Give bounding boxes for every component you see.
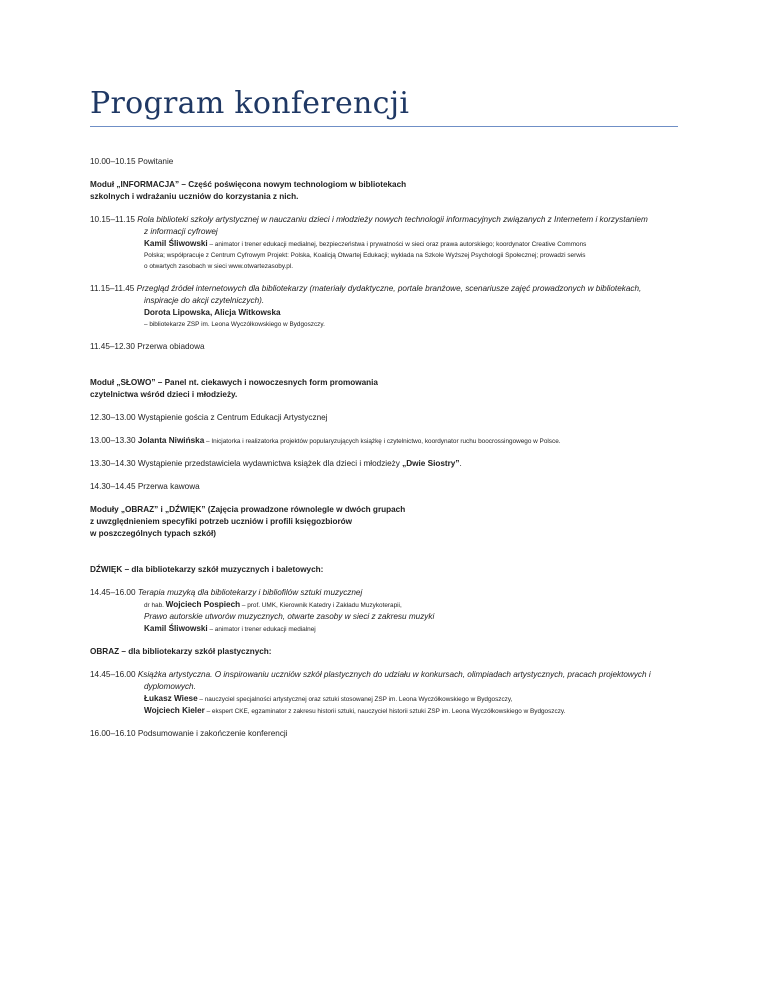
item-coffee bbox=[90, 481, 678, 493]
speaker-bio: – bibliotekarze ZSP im. Leona Wyczółkowskiego w Bydgoszczy. bbox=[144, 321, 325, 328]
speaker-name: Wojciech Pospiech bbox=[165, 600, 241, 609]
item-obraz bbox=[90, 669, 678, 717]
time: 10.00–10.15 bbox=[90, 157, 136, 166]
speaker-bio: – prof. UMK, Kierownik Katedry i Zakładu Muzykoterapii, bbox=[240, 602, 402, 609]
speaker-name: Jolanta Niwińska bbox=[137, 436, 205, 445]
item-text: Wystąpienie przedstawiciela wydawnictwa książek dla dzieci i młodzieży bbox=[137, 459, 403, 468]
talk-title-cont: z informacji cyfrowej bbox=[144, 227, 218, 236]
speaker-name: Wojciech Kieler bbox=[144, 706, 205, 715]
item-text: Powitanie bbox=[137, 157, 174, 166]
speaker-bio: – nauczyciel specjalności artystycznej oraz sztuki stosowanej ZSP im. Leona Wyczółkowskiego w Bydgoszczy, bbox=[197, 696, 513, 703]
item-text: Przerwa obiadowa bbox=[137, 342, 205, 351]
heading-line: Moduły „OBRAZ” i „DŹWIĘK” (Zajęcia prowadzone równolegle w dwóch grupach bbox=[90, 505, 406, 514]
time: 13.30–14.30 bbox=[90, 459, 136, 468]
time: 10.15–11.15 bbox=[90, 215, 135, 224]
heading-line: w poszczególnych typach szkół) bbox=[90, 529, 217, 538]
talk-title: Książka artystyczna. O inspirowaniu uczniów szkół plastycznych do udziału w konkursach, olimpiadach artystycznych, pracach projektowych i bbox=[137, 670, 651, 679]
speaker-title: dr hab. bbox=[144, 602, 166, 609]
speaker-name: Kamil Śliwowski bbox=[144, 624, 208, 633]
heading-line: czytelnictwa wśród dzieci i młodzieży. bbox=[90, 390, 238, 399]
time: 16.00–16.10 bbox=[90, 729, 136, 738]
item-text: Wystąpienie gościa z Centrum Edukacji Artystycznej bbox=[137, 413, 328, 422]
item-publisher bbox=[90, 458, 678, 470]
time: 12.30–13.00 bbox=[90, 413, 136, 422]
talk-title-note: (materiały dydaktyczne, portale branżowe, scenariusze zajęć prowadzonych w bibliotekach, bbox=[307, 284, 642, 293]
item-talk-2 bbox=[90, 283, 678, 330]
speaker-bio: – ekspert CKE, egzaminator z zakresu historii sztuki, nauczyciel historii sztuki ZSP im. Leona Wyczółkowskiego w Bydgoszczy. bbox=[204, 708, 566, 715]
talk-title-cont: inspiracje do akcji czytelniczych). bbox=[144, 296, 265, 305]
item-text-end: . bbox=[459, 459, 462, 468]
item-text: Podsumowanie i zakończenie konferencji bbox=[137, 729, 288, 738]
speaker-name: Kamil Śliwowski bbox=[144, 239, 208, 248]
time: 13.00–13.30 bbox=[90, 436, 136, 445]
obraz-heading: OBRAZ – dla bibliotekarzy szkół plastycznych: bbox=[90, 647, 272, 656]
speaker-bio: – Inicjatorka i realizatorka projektów popularyzujących książkę i czytelnictwo, koordynator ruchu boocrossingowego w Polsce. bbox=[204, 438, 561, 445]
speaker-bio: Polska; współpracuje z Centrum Cyfrowym Projekt: Polska, Koalicją Otwartej Edukacji; wykłada na Szkole Wyższej Psychologii Społecznej; prowadzi serwis bbox=[144, 252, 586, 259]
item-lunch bbox=[90, 341, 678, 353]
dzwiek-heading: DŹWIĘK – dla bibliotekarzy szkół muzycznych i baletowych: bbox=[90, 565, 324, 574]
title-divider bbox=[90, 126, 678, 127]
talk-title: Przegląd źródeł internetowych dla bibliotekarzy bbox=[136, 284, 308, 293]
speaker-bio: – animator i trener edukacji medialnej bbox=[207, 626, 316, 633]
talk-title: Terapia muzyką dla bibliotekarzy i bibliofilów sztuki muzycznej bbox=[137, 588, 363, 597]
speaker-name: Dorota Lipowska, Alicja Witkowska bbox=[144, 308, 281, 317]
heading-line: Moduł „SŁOWO” – Panel nt. ciekawych i nowoczesnych form promowania bbox=[90, 378, 378, 387]
publisher-name: „Dwie Siostry” bbox=[402, 459, 460, 468]
module-slowo-heading bbox=[90, 377, 678, 401]
talk-title: Rola biblioteki szkoły artystycznej w nauczaniu dzieci i młodzieży nowych technologii informacyjnych związanych z Internetem i korzystaniem bbox=[137, 215, 648, 224]
item-dzwiek bbox=[90, 587, 678, 635]
item-jolanta bbox=[90, 435, 678, 447]
time: 14.45–16.00 bbox=[90, 670, 136, 679]
program-content bbox=[90, 156, 678, 751]
time: 11.45–12.30 bbox=[90, 342, 135, 351]
module-informacja-heading bbox=[90, 179, 678, 203]
item-welcome bbox=[90, 156, 678, 168]
item-talk-1 bbox=[90, 214, 678, 272]
speaker-bio: o otwartych zasobach w sieci www.otwartezasoby.pl. bbox=[144, 263, 294, 270]
page-title: Program konferencji bbox=[90, 86, 410, 121]
item-text: Przerwa kawowa bbox=[137, 482, 200, 491]
speaker-name: Łukasz Wiese bbox=[144, 694, 198, 703]
talk-title-cont: dyplomowych. bbox=[144, 682, 196, 691]
item-closing bbox=[90, 728, 678, 740]
time: 11.15–11.45 bbox=[90, 284, 135, 293]
heading-line: Moduł „INFORMACJA” – Część poświęcona nowym technologiom w bibliotekach bbox=[90, 180, 407, 189]
time: 14.30–14.45 bbox=[90, 482, 136, 491]
heading-line: szkolnych i wdrażaniu uczniów do korzystania z nich. bbox=[90, 192, 299, 201]
time: 14.45–16.00 bbox=[90, 588, 136, 597]
module-obraz-dzwiek-heading bbox=[90, 504, 678, 540]
speaker-bio: – animator i trener edukacji medialnej, bezpieczeństwa i prywatności w sieci oraz prawa autorskiego; koordynator Creative Commons bbox=[207, 241, 587, 248]
talk-title: Prawo autorskie utworów muzycznych, otwarte zasoby w sieci z zakresu muzyki bbox=[144, 612, 435, 621]
item-guest bbox=[90, 412, 678, 424]
heading-line: z uwzględnieniem specyfiki potrzeb uczniów i profili księgozbiorów bbox=[90, 517, 353, 526]
